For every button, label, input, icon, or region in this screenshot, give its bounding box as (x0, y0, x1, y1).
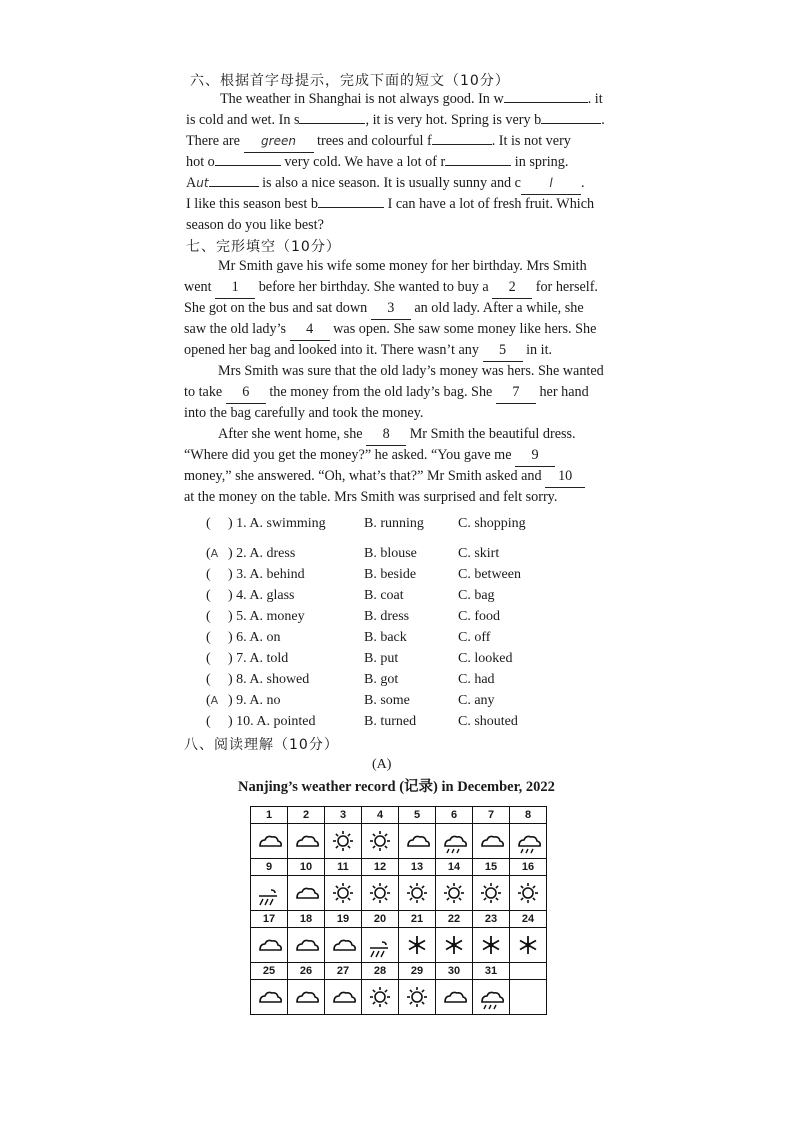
blank[interactable] (299, 123, 365, 124)
choice-row (206, 567, 546, 588)
text: hot o (186, 154, 215, 170)
text: the money from the old lady’s bag. She (265, 384, 496, 400)
option-a[interactable]: ) 9. A. no (228, 693, 281, 708)
option-a[interactable]: ) 5. A. money (228, 609, 305, 624)
weather-cell (436, 876, 473, 911)
blank[interactable] (445, 165, 511, 166)
option-c[interactable]: C. between (458, 567, 521, 582)
text: is also a nice season. It is usually sunny and c (258, 175, 521, 191)
weather-cell (325, 824, 362, 859)
weather-cell (436, 824, 473, 859)
sunny-icon (362, 880, 398, 907)
date-cell: 11 (325, 859, 362, 876)
text: She got on the bus and sat down (184, 300, 371, 316)
weather-cell (325, 928, 362, 963)
option-c[interactable]: C. shopping (458, 516, 526, 531)
option-b[interactable]: B. beside (364, 567, 417, 582)
text: saw the old lady’s (184, 321, 290, 337)
date-row (251, 963, 547, 980)
weather-cell (288, 980, 325, 1015)
date-cell: 13 (399, 859, 436, 876)
sunny-icon (510, 880, 546, 907)
choice-row (206, 693, 546, 714)
text: to take (184, 384, 226, 400)
weather-cell (510, 876, 547, 911)
weather-cell (251, 824, 288, 859)
cloze-blank[interactable]: 2 (492, 277, 532, 299)
weather-cell (251, 980, 288, 1015)
text: After she went home, she (218, 426, 367, 442)
date-cell: 3 (325, 807, 362, 824)
cloze-blank[interactable]: 9 (515, 445, 555, 467)
text: I like this season best b (186, 196, 319, 212)
blank-handwritten[interactable]: l (521, 173, 581, 195)
date-cell: 26 (288, 963, 325, 980)
weather-cell (399, 980, 436, 1015)
cloze-blank[interactable]: 1 (215, 277, 255, 299)
choice-row (206, 516, 546, 537)
option-a[interactable]: ) 3. A. behind (228, 567, 305, 582)
text: . (601, 112, 605, 128)
weather-cell (510, 928, 547, 963)
cloze-blank[interactable]: 7 (496, 382, 536, 404)
option-c[interactable]: C. skirt (458, 546, 500, 561)
section-6-title: 六、根据首字母提示，完成下面的短文（10分） (190, 73, 510, 89)
date-cell: 25 (251, 963, 288, 980)
choice-row (206, 546, 546, 567)
weather-cell (473, 928, 510, 963)
passage-line (186, 215, 630, 236)
passage-line (186, 194, 630, 215)
passage-line (186, 173, 630, 194)
text: very cold. We have a lot of r (280, 154, 446, 170)
sunny-icon (436, 880, 472, 907)
passage-line (184, 403, 632, 424)
passage-line (184, 466, 632, 487)
date-cell: 18 (288, 911, 325, 928)
windy-rain-icon (251, 880, 287, 907)
option-c[interactable]: C. bag (458, 588, 495, 603)
option-a[interactable]: ) 7. A. told (228, 651, 289, 666)
date-cell: 23 (473, 911, 510, 928)
rainy-icon (510, 828, 546, 855)
text: before her birthday. She wanted to buy a (255, 279, 493, 295)
text: Mr Smith the beautiful dress. (406, 426, 576, 442)
weather-cell (473, 824, 510, 859)
option-b[interactable]: B. coat (364, 588, 404, 603)
text: , it is very hot. Spring is very b (365, 112, 542, 128)
passage-line (186, 110, 630, 131)
text: season do you like best? (186, 217, 324, 233)
choice-row (206, 651, 546, 672)
weather-cell (362, 876, 399, 911)
weather-cell (399, 824, 436, 859)
section-7-passage (184, 256, 632, 508)
option-a[interactable]: ) 8. A. showed (228, 672, 310, 687)
cloze-blank[interactable]: 6 (226, 382, 266, 404)
option-b[interactable]: B. dress (364, 609, 410, 624)
section-8-title: 八、阅读理解（10分） (184, 737, 339, 753)
passage-line (184, 445, 632, 466)
choice-row (206, 609, 546, 630)
date-cell (510, 963, 547, 980)
cloze-blank[interactable]: 3 (371, 298, 411, 320)
blank[interactable] (209, 186, 259, 187)
text: . (580, 175, 585, 191)
text: “Where did you get the money?” he asked. “You gave me (184, 447, 516, 463)
date-cell: 31 (473, 963, 510, 980)
option-b[interactable]: B. running (364, 516, 424, 531)
option-b[interactable]: B. some (364, 693, 410, 708)
cloudy-icon (436, 984, 472, 1011)
passage-line (184, 340, 632, 361)
text: at the money on the table. Mrs Smith was surprised and felt sorry. (184, 489, 558, 505)
text: money,” she answered. “Oh, what’s that?” Mr Smith asked and (184, 468, 546, 484)
choice-row (206, 714, 546, 735)
text: Mr Smith gave his wife some money for her birthday. Mrs Smith (218, 258, 587, 274)
passage-line (184, 319, 632, 340)
weather-row (251, 824, 547, 859)
date-cell: 9 (251, 859, 288, 876)
date-row (251, 911, 547, 928)
snowy-icon (399, 932, 435, 959)
option-a[interactable]: ) 6. A. on (228, 630, 281, 645)
date-cell: 20 (362, 911, 399, 928)
weather-cell (473, 980, 510, 1015)
text: The weather in Shanghai is not always good. In w (220, 91, 504, 107)
date-cell: 30 (436, 963, 473, 980)
option-c[interactable]: C. any (458, 693, 495, 708)
text: into the bag carefully and took the money. (184, 405, 424, 421)
date-row (251, 859, 547, 876)
cloudy-icon (325, 984, 361, 1011)
text: I can have a lot of fresh fruit. Which (384, 196, 595, 212)
date-cell: 28 (362, 963, 399, 980)
blank[interactable] (432, 144, 492, 145)
option-a[interactable]: ) 10. A. pointed (228, 714, 316, 729)
text: There are (186, 133, 244, 149)
date-cell: 2 (288, 807, 325, 824)
date-cell: 8 (510, 807, 547, 824)
date-cell: 17 (251, 911, 288, 928)
option-b[interactable]: B. blouse (364, 546, 417, 561)
blank[interactable] (504, 102, 588, 103)
answer-mark: A (210, 547, 219, 560)
option-c[interactable]: C. had (458, 672, 495, 687)
choice-row (206, 630, 546, 651)
rainy-icon (473, 984, 509, 1011)
text: her hand (535, 384, 589, 400)
date-cell: 10 (288, 859, 325, 876)
passage-line (184, 361, 632, 382)
answer-paren[interactable]: (A (206, 546, 219, 561)
weather-cell (399, 876, 436, 911)
date-cell: 27 (325, 963, 362, 980)
section-6-passage (186, 89, 630, 236)
weather-cell (510, 824, 547, 859)
text: was open. She saw some money like hers. She (329, 321, 597, 337)
cloze-blank[interactable]: 5 (483, 340, 523, 362)
cloudy-icon (399, 828, 435, 855)
cloze-blank[interactable]: 4 (290, 319, 330, 341)
date-cell: 12 (362, 859, 399, 876)
sunny-icon (362, 828, 398, 855)
date-row (251, 807, 547, 824)
option-c[interactable]: C. food (458, 609, 500, 624)
passage-line (186, 152, 630, 173)
date-cell: 29 (399, 963, 436, 980)
sunny-icon (362, 984, 398, 1011)
date-cell: 5 (399, 807, 436, 824)
choice-row (206, 672, 546, 693)
weather-cell (288, 824, 325, 859)
date-cell: 7 (473, 807, 510, 824)
sunny-icon (473, 880, 509, 907)
text: in it. (522, 342, 553, 358)
weather-cell (436, 928, 473, 963)
weather-cell (288, 928, 325, 963)
date-cell: 14 (436, 859, 473, 876)
table-title: Nanjing’s weather record (记录) in December, 2022 (238, 779, 555, 795)
weather-cell (399, 928, 436, 963)
date-cell: 19 (325, 911, 362, 928)
weather-cell (510, 980, 547, 1015)
sunny-icon (399, 984, 435, 1011)
option-a[interactable]: ) 1. A. swimming (228, 516, 326, 531)
answer-paren[interactable]: ( (206, 609, 211, 624)
answer-mark: A (210, 694, 219, 707)
option-c[interactable]: C. off (458, 630, 491, 645)
passage-line (184, 424, 632, 445)
text: . it (587, 91, 603, 107)
weather-row (251, 980, 547, 1015)
section-7-title: 七、完形填空（10分） (186, 239, 341, 255)
weather-row (251, 928, 547, 963)
text: Mrs Smith was sure that the old lady’s money was hers. She wanted (218, 363, 604, 379)
weather-cell (436, 980, 473, 1015)
date-cell: 4 (362, 807, 399, 824)
cloudy-icon (288, 932, 324, 959)
date-cell: 15 (473, 859, 510, 876)
weather-cell (251, 876, 288, 911)
cloudy-icon (288, 828, 324, 855)
date-cell: 21 (399, 911, 436, 928)
weather-cell (288, 876, 325, 911)
answer-paren[interactable]: ( (206, 630, 211, 645)
cloudy-icon (251, 984, 287, 1011)
answer-paren[interactable]: ( (206, 672, 211, 687)
date-cell: 24 (510, 911, 547, 928)
rainy-icon (436, 828, 472, 855)
windy-rain-icon (362, 932, 398, 959)
weather-cell (362, 824, 399, 859)
weather-cell (325, 876, 362, 911)
weather-cell (473, 876, 510, 911)
cloudy-icon (288, 880, 324, 907)
cloudy-icon (251, 828, 287, 855)
date-cell: 6 (436, 807, 473, 824)
cloudy-icon (325, 932, 361, 959)
date-cell: 1 (251, 807, 288, 824)
option-b[interactable]: B. put (364, 651, 399, 666)
weather-cell (362, 928, 399, 963)
sunny-icon (325, 880, 361, 907)
date-cell: 22 (436, 911, 473, 928)
snowy-icon (473, 932, 509, 959)
option-b[interactable]: B. turned (364, 714, 417, 729)
passage-line (184, 487, 632, 508)
sunny-icon (325, 828, 361, 855)
option-b[interactable]: B. back (364, 630, 407, 645)
text: went (184, 279, 216, 295)
text: in spring. (511, 154, 569, 170)
passage-line (184, 382, 632, 403)
text: A (186, 175, 197, 191)
cloudy-icon (473, 828, 509, 855)
blank-handwritten[interactable]: green (244, 131, 314, 153)
option-a[interactable]: ) 2. A. dress (228, 546, 296, 561)
blank[interactable] (318, 207, 384, 208)
date-cell: 16 (510, 859, 547, 876)
weather-table (250, 806, 547, 1015)
cloze-blank[interactable]: 8 (366, 424, 406, 446)
text: trees and colourful f (313, 133, 432, 149)
passage-line (184, 277, 632, 298)
blank[interactable] (215, 165, 281, 166)
passage-label: (A) (372, 757, 392, 772)
option-c[interactable]: C. looked (458, 651, 513, 666)
text: is cold and wet. In s (186, 112, 300, 128)
text: . It is not very (491, 133, 571, 149)
answer-paren[interactable]: ( (206, 588, 211, 603)
snowy-icon (510, 932, 546, 959)
handwritten-text: ut (196, 176, 209, 190)
passage-line (184, 298, 632, 319)
weather-cell (251, 928, 288, 963)
answer-paren[interactable]: ( (206, 567, 211, 582)
weather-cell (325, 980, 362, 1015)
cloze-blank[interactable]: 10 (545, 466, 585, 488)
passage-line (186, 131, 630, 152)
answer-paren[interactable]: (A (206, 693, 219, 708)
option-b[interactable]: B. got (364, 672, 399, 687)
weather-row (251, 876, 547, 911)
passage-line (186, 89, 630, 110)
answer-paren[interactable]: ( (206, 714, 211, 729)
blank[interactable] (541, 123, 601, 124)
text: for herself. (532, 279, 598, 295)
sunny-icon (399, 880, 435, 907)
option-a[interactable]: ) 4. A. glass (228, 588, 295, 603)
option-c[interactable]: C. shouted (458, 714, 518, 729)
cloudy-icon (288, 984, 324, 1011)
text: an old lady. After a while, she (410, 300, 584, 316)
text: opened her bag and looked into it. There wasn’t any (184, 342, 483, 358)
weather-cell (362, 980, 399, 1015)
passage-line (184, 256, 632, 277)
cloudy-icon (251, 932, 287, 959)
snowy-icon (436, 932, 472, 959)
answer-paren[interactable]: ( (206, 651, 211, 666)
answer-paren[interactable]: ( (206, 516, 211, 531)
choice-row (206, 588, 546, 609)
